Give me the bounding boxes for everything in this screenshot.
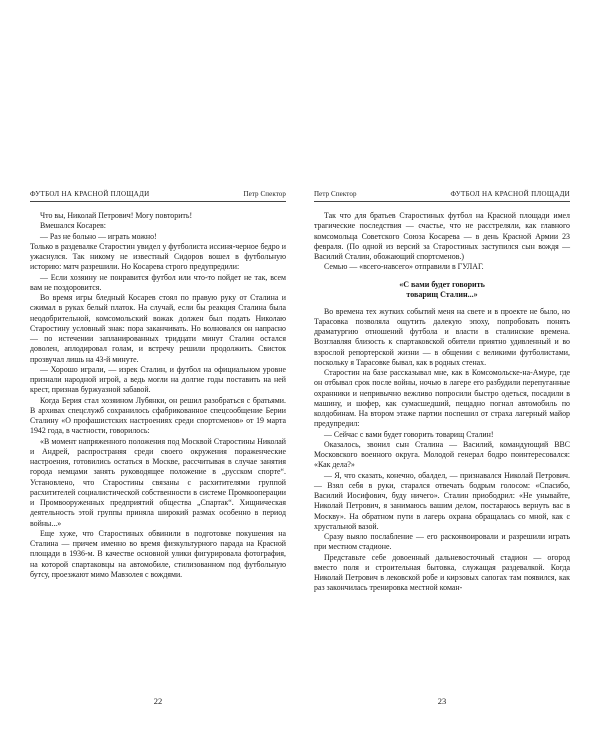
section-heading-line: товарищ Сталин...» <box>406 290 478 299</box>
page-number: 23 <box>437 696 447 706</box>
left-page-body <box>30 211 286 580</box>
paragraph: Только в раздевалке Старостин увидел у футболиста иссиня-черное бедро и ужаснулся. Так никому не известный Сидоров вошел в футбольную историю: матч разрешили. Но Косарева строго предупредили: <box>30 241 286 272</box>
quote-paragraph: «В момент напряженного положения под Москвой Старостины Николай и Андрей, распространяя среди своего окружения пораженческие настроения, готовились остаться в Москве, рассчитывая в случае занятия города немцами занять руководящее положение в „русском спорте“. Установлено, что Старостины связаны с расхитителями группой расхитителей социалистической собственности в системе Промкооперации и Промвооруженных предприятий общества „Спартак“. Хищническая деятельность этой группы приняла широкий размах особенно в период войны...» <box>30 436 286 528</box>
paragraph: Еще хуже, что Старостиных обвинили в подготовке покушения на Сталина — причем именно во время физкультурного парада на Красной площади в 1936-м. В качестве основной улики фигурировала фотография, на которой спартаковцы на автомобиле, стилизованном под футбольную бутсу, проезжают мимо Мавзолея с вождями. <box>30 528 286 579</box>
running-head-author: Петр Спектор <box>243 190 286 198</box>
paragraph: Когда Берия стал хозяином Лубянки, он решил разобраться с братьями. В архивах спецслужб сохранилось сфабрикованное спецсообщение Берии Сталину «О профашистских настроениях среди спортсменов» от 19 марта 1942 года, в частности, говорилось: <box>30 395 286 436</box>
page-number: 22 <box>153 696 163 706</box>
paragraph: Сразу выяло послабление — его расконвоировали и разрешили играть при местном стадионе. <box>314 532 570 552</box>
paragraph: Старостин на базе рассказывал мне, как в Комсомольске-на-Амуре, где он отбывал срок после войны, ночью в лагере его разбудили перепуганные охранники и непривычно вежливо попросили быстро одеться, посадили в машину, и шофер, как сумасшедший, пещадно погнал автомобиль по колдобинам. На втором этаже партии поспешил от страха лагерный майор предупредил: <box>314 368 570 429</box>
paragraph: Оказалось, звонил сын Сталина — Василий, командующий ВВС Московского военного округа. Молодой генерал бодро поинтересовался: «Как дела?» <box>314 439 570 470</box>
section-heading-line: «С вами будет говорить <box>399 279 485 289</box>
paragraph: Во времена тех жутких событий меня на свете и в проекте не было, но Тарасовка позволяла ощутить далекую эпоху, попробовать понять драматургию отношений футбола и власти в сталинские времена. Возглавляя близость к спартаковской обители приятно удивленный и во взрослой репортерской жизни — в общении с великими футболистами, поскольку я Тарасовке бывал, как в родных стенах. <box>314 306 570 367</box>
right-page <box>314 190 570 706</box>
paragraph: — Сейчас с вами будет говорить товарищ Сталин! <box>324 429 494 439</box>
running-head-author: Петр Спектор <box>314 190 357 198</box>
paragraph: Представьте себе довоенный дальневосточный стадион — огород вместо поля и строительная бытовка, служащая раздевалкой. Когда Николай Петрович в лековской робе и кирзовых сапогах там появился, как раз закончилась тренировка местной коман- <box>314 552 570 593</box>
running-head-right <box>314 190 570 202</box>
paragraph: Семью — «всего-навсего» отправили в ГУЛАГ. <box>324 262 484 272</box>
paragraph: — Если хозяину не понравится футбол или что-то пойдет не так, всем вам не поздоровится. <box>30 272 286 292</box>
paragraph: Во время игры бледный Косарев стоял по правую руку от Сталина и сжимал в руках белый платок. На случай, если бы реакция Сталина была неодобрительной, комсомольский вожак должен был подать Николаю Старостину условный знак: пора заканчивать. Но волновался он напрасно — по истечении запланированных тридцати минут Сталин остался доволен, аплодировал голам, и встречу решили продолжить. Свисток прозвучал лишь на 43-й минуте. <box>30 293 286 364</box>
right-page-body <box>314 211 570 594</box>
running-head-title: ФУТБОЛ НА КРАСНОЙ ПЛОЩАДИ <box>450 190 570 198</box>
left-page <box>30 190 286 706</box>
paragraph: Вмешался Косарев: <box>40 221 106 231</box>
paragraph: Что вы, Николай Петрович! Могу повторить! <box>40 211 193 220</box>
paragraph: — Хорошо играли, — изрек Сталин, и футбол на официальном уровне признали народной игрой, а ведь могли на долгие годы поставить на ней крест, признав буржуазной забавой. <box>30 364 286 395</box>
running-head-left <box>30 190 286 202</box>
running-head-title: ФУТБОЛ НА КРАСНОЙ ПЛОЩАДИ <box>30 190 150 198</box>
paragraph: Так что для братьев Старостиных футбол на Красной площади имел трагические последствия — счастье, что не расстреляли, как главного комсомольца Советского Союза Косарева — в день Красной Армии 23 февраля. (По одной из версий за Старостиных заступился сын вождя — Василий Сталин, обожающий спортсменов.) <box>314 211 570 261</box>
paragraph: — Раз не больно — играть можно! <box>40 231 157 241</box>
section-heading <box>314 280 570 301</box>
paragraph: — Я, что сказать, конечно, обалдел, — признавался Николай Петрович. — Взял себя в руки, старался отвечать бодрым голосом: «Спасибо, Василий Иосифович, буду ничего». Сталин приободрил: «Не унывайте, Николай Петрович, я занимаюсь вашим делом, постараюсь вернуть вас в Москву». На обратном пути в лагерь охрана обращалась со мной, как с хрустальной вазой. <box>314 470 570 531</box>
